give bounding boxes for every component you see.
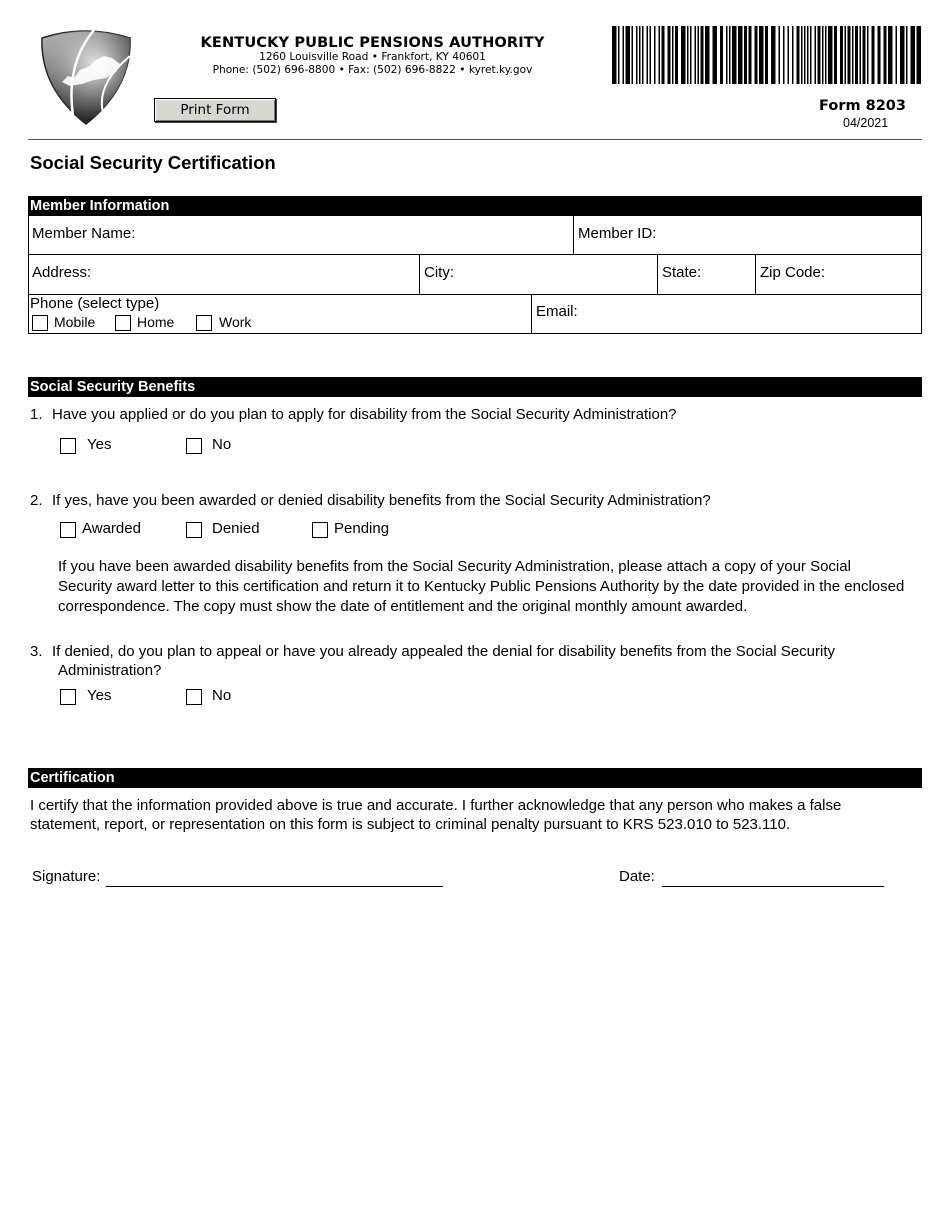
address-field[interactable] bbox=[28, 254, 419, 294]
q1-yes-label: Yes bbox=[87, 436, 112, 453]
address-label: Address: bbox=[32, 264, 92, 281]
date-line[interactable] bbox=[662, 886, 884, 887]
form-number: Form 8203 bbox=[819, 98, 906, 114]
question-3 bbox=[30, 642, 908, 680]
barcode-bar bbox=[672, 26, 674, 84]
state-field[interactable] bbox=[657, 254, 755, 294]
q3-no-label: No bbox=[212, 687, 232, 704]
barcode-bar bbox=[626, 26, 631, 84]
phone-home-checkbox[interactable] bbox=[115, 315, 131, 331]
barcode-bar bbox=[807, 26, 809, 84]
barcode-bar bbox=[860, 26, 862, 84]
barcode-bar bbox=[749, 26, 752, 84]
page-title: Social Security Certification bbox=[30, 152, 276, 173]
q2-denied-label: Denied bbox=[212, 520, 260, 537]
barcode-bar bbox=[804, 26, 806, 84]
q1-no-label: No bbox=[212, 436, 232, 453]
barcode-bar bbox=[872, 26, 875, 84]
q1-no-checkbox[interactable] bbox=[186, 438, 202, 454]
barcode-bar bbox=[855, 26, 858, 84]
q2-denied-checkbox[interactable] bbox=[186, 522, 202, 538]
member-id-label: Member ID: bbox=[578, 225, 657, 242]
social-security-benefits-heading: Social Security Benefits bbox=[28, 377, 922, 397]
barcode-bar bbox=[639, 26, 641, 84]
barcode-bar bbox=[623, 26, 625, 84]
barcode-bar bbox=[698, 26, 700, 84]
barcode-bar bbox=[825, 26, 827, 84]
barcode-bar bbox=[738, 26, 743, 84]
barcode-bar bbox=[896, 26, 898, 84]
member-id-field[interactable] bbox=[573, 216, 922, 254]
question-2 bbox=[30, 491, 900, 510]
barcode-bar bbox=[701, 26, 704, 84]
certification-heading: Certification bbox=[28, 768, 922, 788]
barcode-bar bbox=[690, 26, 692, 84]
barcode-bar bbox=[884, 26, 887, 84]
barcode-bar bbox=[618, 26, 620, 84]
phone-mobile-checkbox[interactable] bbox=[32, 315, 48, 331]
question-1-text: Have you applied or do you plan to apply for disability from the Social Security Administration? bbox=[52, 406, 677, 423]
barcode-bar bbox=[744, 26, 747, 84]
q2-pending-checkbox[interactable] bbox=[312, 522, 328, 538]
q3-no-checkbox[interactable] bbox=[186, 689, 202, 705]
question-1 bbox=[30, 405, 900, 424]
barcode-bar bbox=[650, 26, 652, 84]
barcode-bar bbox=[779, 26, 781, 84]
question-2-number: 2. bbox=[30, 492, 43, 509]
barcode-bar bbox=[659, 26, 661, 84]
barcode-bar bbox=[681, 26, 686, 84]
barcode-bar bbox=[797, 26, 800, 84]
barcode-bar bbox=[917, 26, 922, 84]
email-field[interactable] bbox=[531, 294, 922, 334]
signature-line[interactable] bbox=[106, 886, 443, 887]
barcode-bar bbox=[647, 26, 649, 84]
signature-label: Signature: bbox=[32, 868, 101, 885]
member-name-field[interactable] bbox=[28, 216, 573, 254]
award-letter-instructions: If you have been awarded disability benefits from the Social Security Administration, please attach a copy of your Social Security award letter to this certification and return it to Kentucky Public Pensions Authority by the date provided in the enclosed correspondence. The copy must show the date of entitlement and the original monthly amount awarded. bbox=[58, 558, 905, 615]
question-1-number: 1. bbox=[30, 406, 43, 423]
barcode-bar bbox=[695, 26, 697, 84]
q1-yes-checkbox[interactable] bbox=[60, 438, 76, 454]
barcode-bar bbox=[822, 26, 824, 84]
phone-home-label: Home bbox=[137, 314, 175, 330]
barcode-bar bbox=[675, 26, 678, 84]
barcode-bar bbox=[755, 26, 758, 84]
barcode-bar bbox=[720, 26, 723, 84]
certification-statement: I certify that the information provided above is true and accurate. I further acknowledge that any person who makes a false statement, report, or representation on this form is subject to criminal penalty pursuant to KRS 523.010 to 523.110. bbox=[30, 797, 842, 833]
barcode-bar bbox=[771, 26, 776, 84]
barcode-bar bbox=[906, 26, 908, 84]
org-name: KENTUCKY PUBLIC PENSIONS AUTHORITY bbox=[200, 34, 545, 51]
question-3-number: 3. bbox=[30, 643, 43, 660]
zip-code-field[interactable] bbox=[755, 254, 922, 294]
barcode-bar bbox=[687, 26, 689, 84]
phone-type-group bbox=[28, 294, 531, 334]
kentucky-shield-logo bbox=[34, 26, 134, 126]
barcode-icon bbox=[612, 26, 922, 84]
header-divider bbox=[28, 139, 922, 140]
city-label: City: bbox=[424, 264, 454, 281]
zip-code-label: Zip Code: bbox=[760, 264, 826, 281]
barcode-bar bbox=[863, 26, 866, 84]
state-label: State: bbox=[662, 264, 702, 281]
barcode-bar bbox=[765, 26, 768, 84]
barcode-bar bbox=[845, 26, 847, 84]
barcode-bar bbox=[815, 26, 817, 84]
org-address: 1260 Louisville Road • Frankfort, KY 40601 bbox=[259, 51, 486, 63]
barcode-bar bbox=[788, 26, 790, 84]
barcode-bar bbox=[732, 26, 737, 84]
form-date: 04/2021 bbox=[843, 116, 889, 130]
phone-work-checkbox[interactable] bbox=[196, 315, 212, 331]
barcode-bar bbox=[612, 26, 617, 84]
barcode-bar bbox=[636, 26, 638, 84]
barcode-bar bbox=[662, 26, 665, 84]
barcode-bar bbox=[911, 26, 916, 84]
barcode-bar bbox=[705, 26, 710, 84]
phone-mobile-label: Mobile bbox=[54, 314, 96, 330]
barcode-bar bbox=[810, 26, 812, 84]
question-3-text: If denied, do you plan to appeal or have you already appealed the denial for disability benefits from the Social Security Administration? bbox=[52, 643, 835, 679]
barcode-bar bbox=[840, 26, 843, 84]
print-form-button[interactable]: Print Form bbox=[154, 98, 276, 122]
date-label: Date: bbox=[619, 868, 655, 885]
barcode-bar bbox=[888, 26, 893, 84]
q3-yes-label: Yes bbox=[87, 687, 112, 704]
barcode-bar bbox=[726, 26, 728, 84]
barcode-bar bbox=[632, 26, 634, 84]
barcode-bar bbox=[801, 26, 803, 84]
barcode-bar bbox=[783, 26, 785, 84]
phone-type-label: Phone (select type) bbox=[30, 295, 160, 312]
email-label: Email: bbox=[536, 303, 578, 320]
barcode-bar bbox=[828, 26, 833, 84]
phone-work-label: Work bbox=[219, 314, 252, 330]
barcode-bar bbox=[729, 26, 731, 84]
member-name-label: Member Name: bbox=[32, 225, 136, 242]
q3-yes-checkbox[interactable] bbox=[60, 689, 76, 705]
q2-awarded-checkbox[interactable] bbox=[60, 522, 76, 538]
barcode-bar bbox=[759, 26, 764, 84]
barcode-bar bbox=[818, 26, 821, 84]
member-information-heading: Member Information bbox=[28, 196, 922, 216]
barcode-bar bbox=[848, 26, 851, 84]
barcode-bar bbox=[654, 26, 656, 84]
q2-pending-label: Pending bbox=[334, 520, 390, 537]
barcode-bar bbox=[878, 26, 881, 84]
org-contact: Phone: (502) 696-8800 • Fax: (502) 696-8822 • kyret.ky.gov bbox=[212, 64, 533, 76]
barcode-bar bbox=[792, 26, 794, 84]
barcode-bar bbox=[668, 26, 671, 84]
barcode-bar bbox=[642, 26, 644, 84]
barcode-bar bbox=[900, 26, 905, 84]
barcode-bar bbox=[852, 26, 854, 84]
barcode-bar bbox=[713, 26, 718, 84]
city-field[interactable] bbox=[419, 254, 657, 294]
barcode-bar bbox=[867, 26, 869, 84]
barcode-bar bbox=[834, 26, 837, 84]
q2-awarded-label: Awarded bbox=[82, 520, 141, 537]
question-2-text: If yes, have you been awarded or denied disability benefits from the Social Security Administration? bbox=[52, 492, 711, 509]
